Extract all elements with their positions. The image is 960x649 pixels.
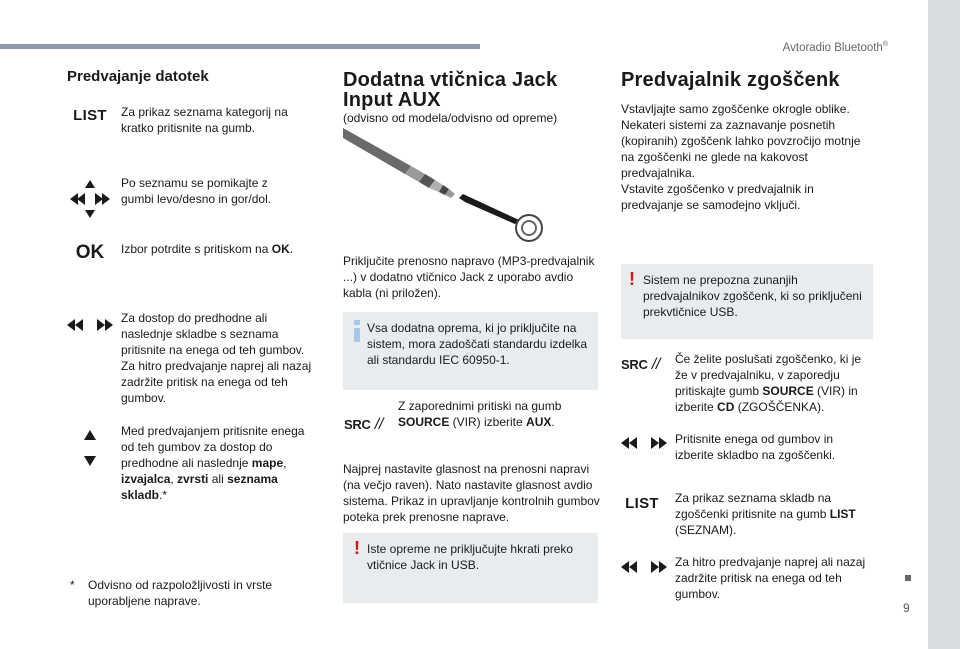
cd-warning-text: Sistem ne prepozna zunanjih predvajalnikov zgoščenk, ki so priključeni prekvtičnice USB. xyxy=(643,273,862,319)
aux-subtitle: (odvisno od modela/odvisno od opreme) xyxy=(343,111,558,125)
four-way-arrows-icon xyxy=(68,178,112,220)
cd-track-select: Pritisnite enega od gumbov in izberite skladbo na zgoščenki. xyxy=(675,432,836,462)
header-rule xyxy=(0,44,480,49)
warning-icon: ! xyxy=(354,538,360,558)
up-down-arrows-icon xyxy=(82,428,98,468)
ok-button-icon: OK xyxy=(75,242,105,263)
track-skip-description: Za dostop do predhodne ali naslednje skladbe s seznama pritisnite na enega od teh gumbov. Za hitro predvajanje naprej ali nazaj zadržite pritisk na enega od teh gumbov. xyxy=(121,311,312,405)
source-button-icon: SRC // xyxy=(621,356,660,373)
list-button-icon: LIST xyxy=(625,495,659,512)
header-title: Avtoradio Bluetooth® xyxy=(782,41,888,54)
info-icon xyxy=(353,320,361,342)
jack-plug-icon xyxy=(343,128,553,246)
cd-list-description: Za prikaz seznama skladb na zgoščenki pritisnite na gumb LIST (SEZNAM). xyxy=(675,491,856,537)
source-button-icon: SRC // xyxy=(344,416,383,433)
left-right-arrows-icon xyxy=(620,560,668,574)
section-title-aux: Dodatna vtičnica Jack Input AUX xyxy=(343,69,558,111)
aux-warning-text: Iste opreme ne priključujte hkrati preko vtičnice Jack in USB. xyxy=(367,542,574,572)
side-bar xyxy=(928,0,960,649)
cd-description: Vstavljajte samo zgoščenke okrogle oblike. Nekateri sistemi za zaznavanje posnetih (kopiranih) zgoščenk lahko povzročijo motnje na zgoščenki ne glede na kakovost predvajalnika. Vstavite zgoščenko v predvajalnik in predvajanje se samodejno vključi. xyxy=(621,102,861,212)
section-title-file-playback: Predvajanje datotek xyxy=(67,68,209,85)
list-description: Za prikaz seznama kategorij na kratko pritisnite na gumb. xyxy=(121,105,288,135)
cd-warning-note xyxy=(621,264,873,339)
navigate-description: Po seznamu se pomikajte z gumbi levo/desno in gor/dol. xyxy=(121,176,272,206)
page-marker xyxy=(905,575,911,581)
aux-warning-note xyxy=(343,533,598,603)
aux-source-instruction: Z zaporednimi pritiski na gumb SOURCE (VIR) izberite AUX. xyxy=(398,399,562,429)
ok-description: Izbor potrdite s pritiskom na OK. xyxy=(121,242,294,256)
aux-volume-instruction: Najprej nastavite glasnost na prenosni napravi (na večjo raven). Nato nastavite glasnost avdio sistema. Prikaz in upravljanje kontrolnih gumbov poteka prek prenosne naprave. xyxy=(343,462,600,524)
warning-icon: ! xyxy=(629,269,635,289)
footnote: Odvisno od razpoložljivosti in vrste uporabljene naprave. xyxy=(88,578,273,608)
folder-navigation-description: Med predvajanjem pritisnite enega od teh gumbov za dostop do predhodne ali naslednje mape, izvajalca, zvrsti ali seznama skladb.* xyxy=(121,424,305,502)
aux-instruction: Priključite prenosno napravo (MP3-predvajalnik ...) v dodatno vtičnico Jack z uporabo avdio kabla (ni priložen). xyxy=(343,254,595,300)
cd-source-instruction: Če želite poslušati zgoščenko, ki je že v predvajalniku, v zaporedju pritiskajte gumb SOURCE (VIR) in izberite CD (ZGOŠČENKA). xyxy=(675,352,862,414)
left-right-arrows-icon xyxy=(66,318,114,332)
aux-info-note xyxy=(343,312,598,390)
aux-info-text: Vsa dodatna oprema, ki jo priključite na sistem, mora zadoščati standardu izdelka ali standardu IEC 60950-1. xyxy=(367,321,588,367)
section-title-cd-player: Predvajalnik zgoščenk xyxy=(621,69,840,91)
list-button-icon: LIST xyxy=(73,107,107,124)
footnote-mark: * xyxy=(70,578,75,592)
left-right-arrows-icon xyxy=(620,436,668,450)
page-number: 9 xyxy=(903,601,910,615)
cd-fast-forward: Za hitro predvajanje naprej ali nazaj zadržite pritisk na enega od teh gumbov. xyxy=(675,555,866,601)
